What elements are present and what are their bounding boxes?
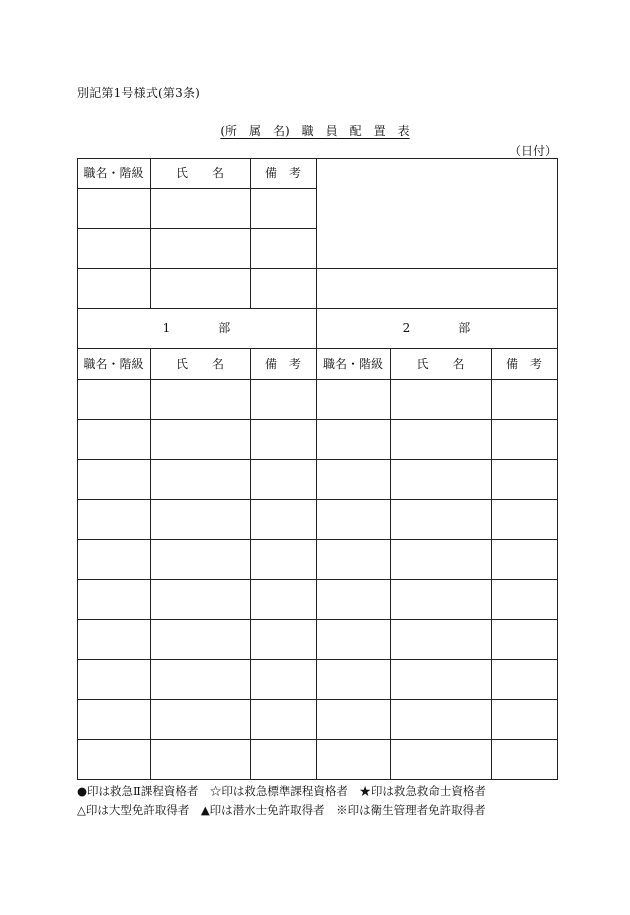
section-1-header-remarks: 備 考	[264, 357, 301, 371]
top-header-name: 氏 名	[175, 166, 224, 180]
top-header-position: 職名・階級	[83, 166, 144, 180]
section-2-header-name: 氏 名	[416, 357, 465, 371]
section-2-header-remarks: 備 考	[505, 357, 542, 371]
section-2-title: 2 部	[402, 321, 471, 335]
legend-line-2: △印は大型免許取得者 ▲印は潜水士免許取得者 ※印は衛生管理者免許取得者	[77, 803, 486, 817]
form-reference: 別記第1号様式(第3条)	[77, 86, 201, 100]
section-2-header-position: 職名・階級	[322, 357, 383, 371]
section-1-header-position: 職名・階級	[83, 357, 144, 371]
date-label: （日付）	[508, 144, 557, 158]
section-1-title: 1 部	[162, 321, 231, 335]
top-header-remarks: 備 考	[264, 166, 301, 180]
document-title-text: (所 属 名) 職 員 配 置 表	[220, 124, 410, 138]
legend-line-1: ●印は救急Ⅱ課程資格者 ☆印は救急標準課程資格者 ★印は救急救命士資格者	[77, 784, 486, 798]
section-1-header-name: 氏 名	[175, 357, 224, 371]
table-frame	[78, 159, 558, 780]
